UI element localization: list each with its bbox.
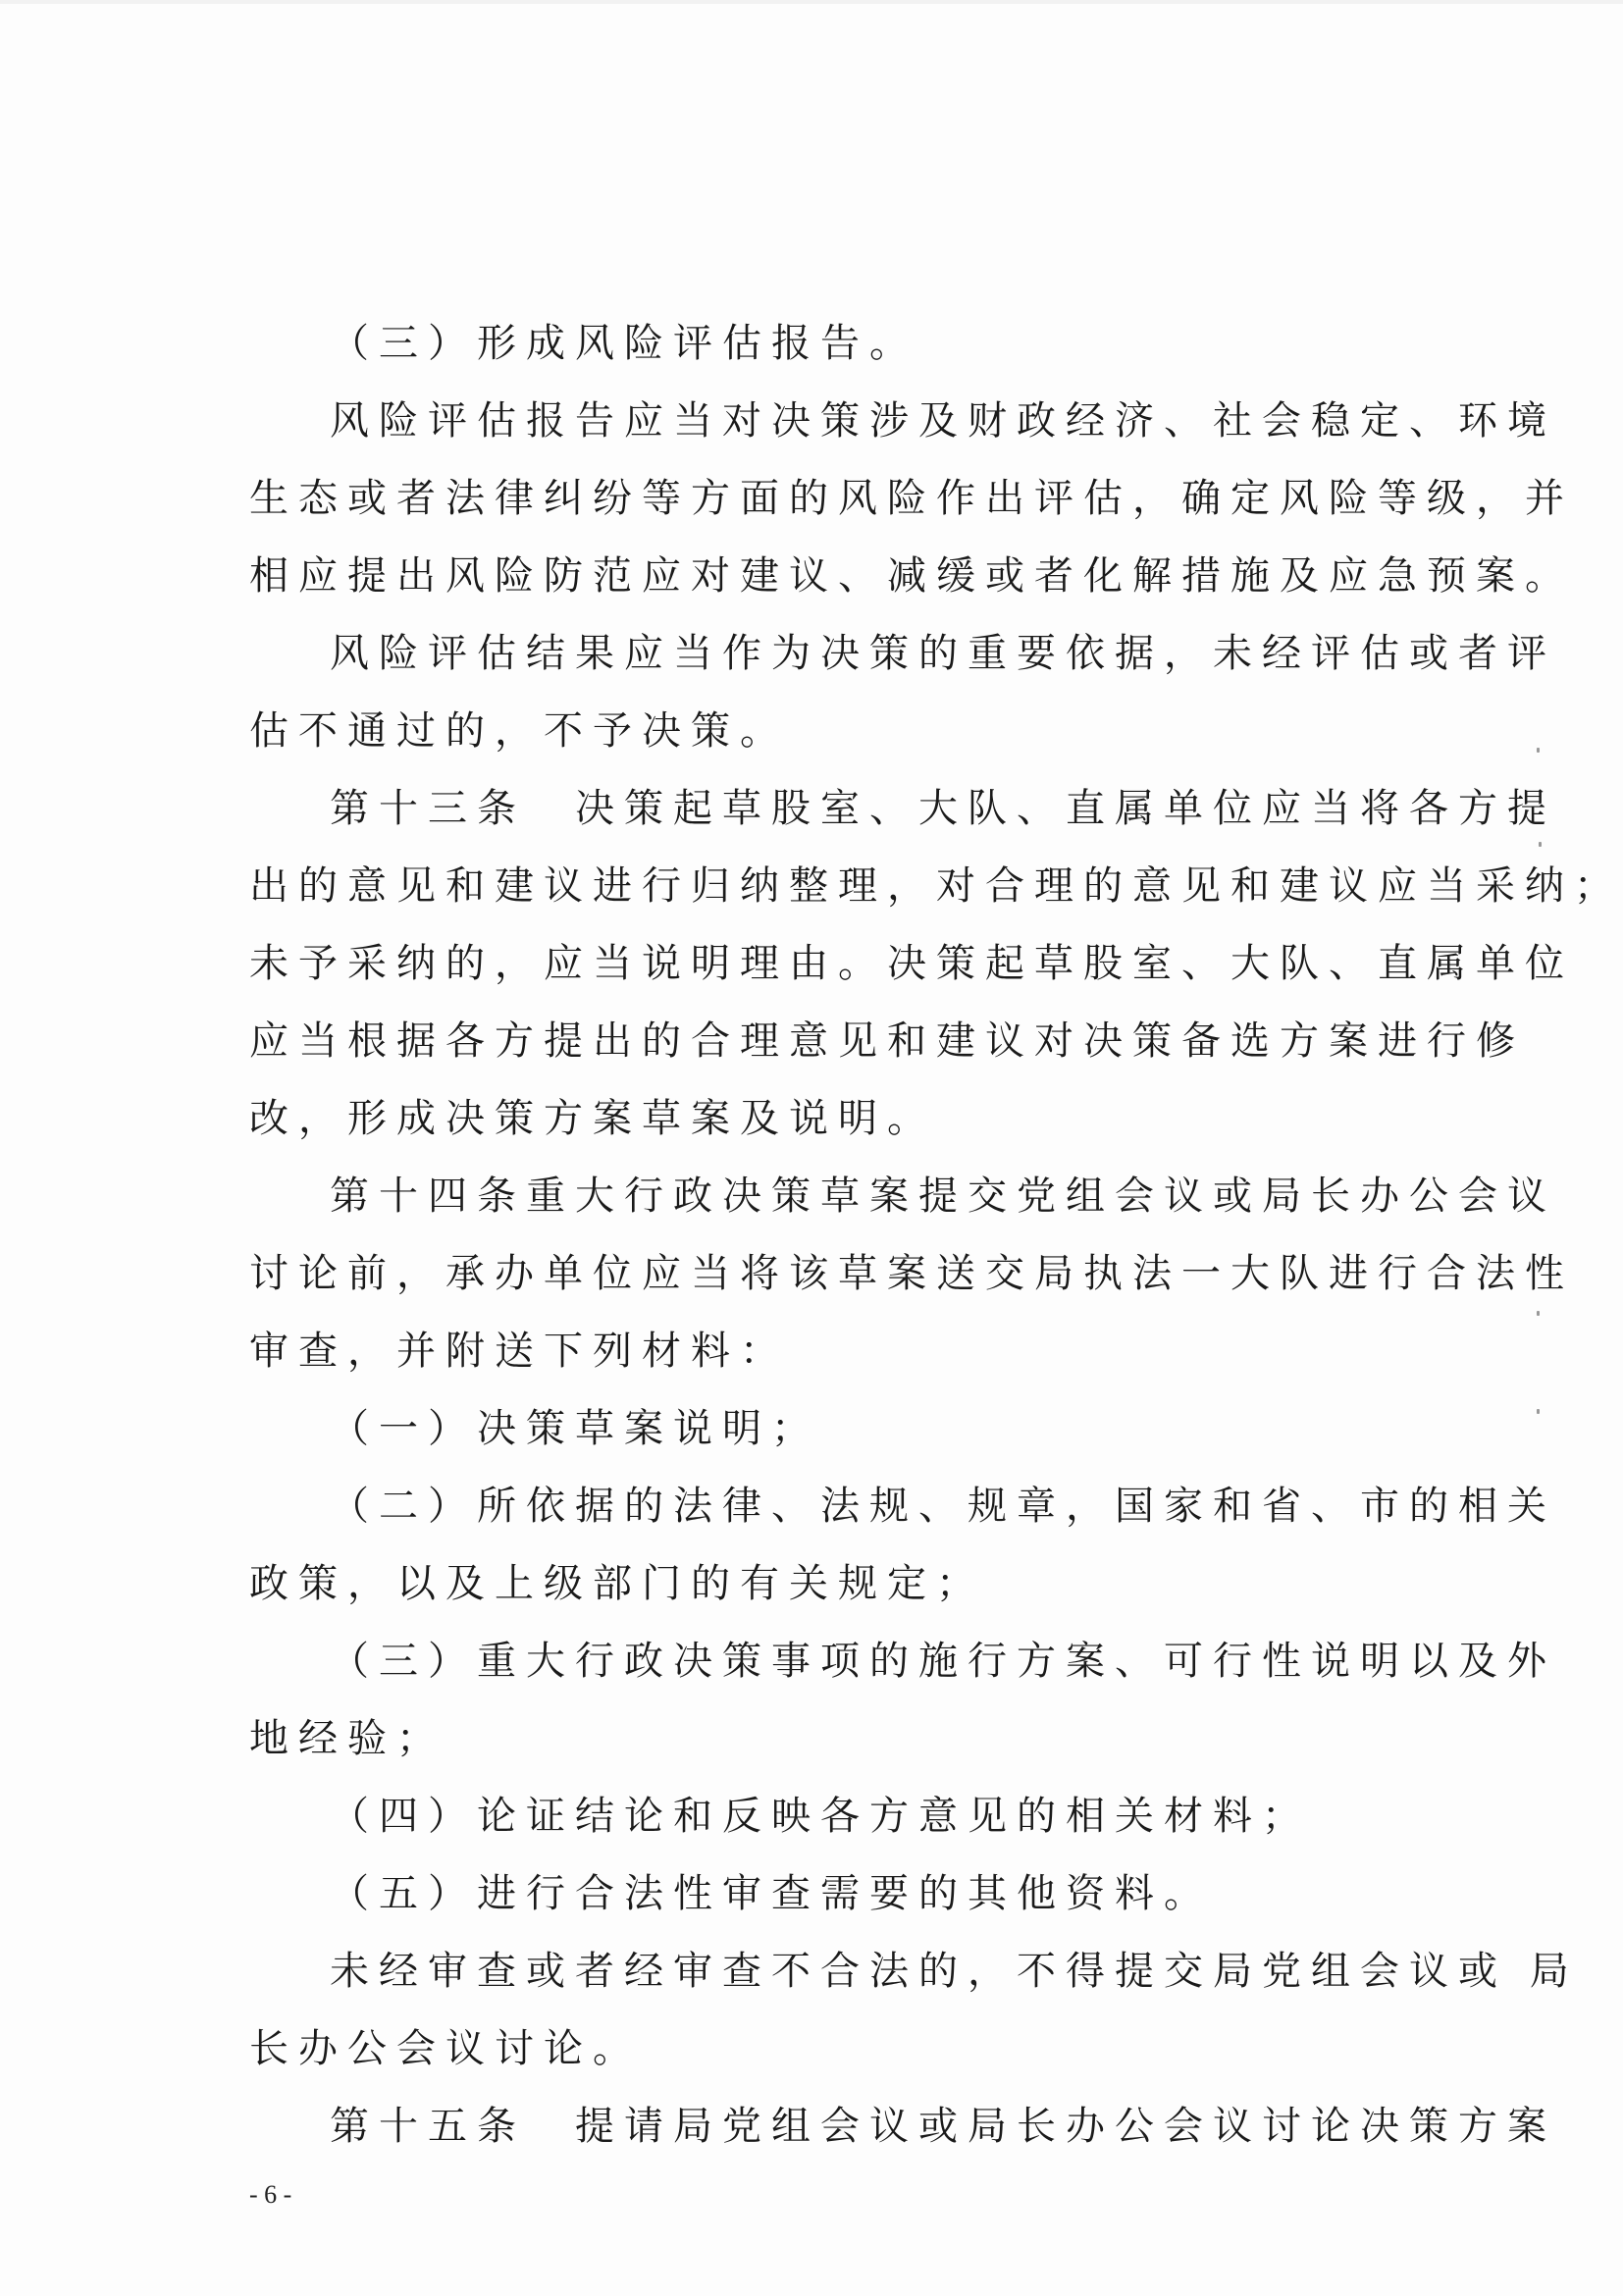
text-line: （三）形成风险评估报告。 — [330, 321, 918, 366]
text-line: 出的意见和建议进行归纳整理，对合理的意见和建议应当采纳； — [249, 863, 1623, 909]
scan-speck — [1539, 842, 1542, 847]
text-line: 地经验； — [249, 1716, 445, 1761]
text-line: 讨论前，承办单位应当将该草案送交局执法一大队进行合法性 — [249, 1251, 1574, 1296]
text-line: 相应提出风险防范应对建议、减缓或者化解措施及应急预案。 — [249, 553, 1574, 599]
scan-speck — [1537, 1311, 1540, 1316]
text-line: 第十五条 提请局党组会议或局长办公会议讨论决策方案 — [330, 2104, 1556, 2149]
text-line: （四）论证结论和反映各方意见的相关材料； — [330, 1794, 1311, 1839]
scan-speck — [1537, 748, 1540, 753]
text-line: 第十四条重大行政决策草案提交党组会议或局长办公会议 — [330, 1174, 1556, 1219]
text-line: 政策，以及上级部门的有关规定； — [249, 1561, 985, 1606]
text-line: 风险评估报告应当对决策涉及财政经济、社会稳定、环境 — [330, 398, 1556, 444]
text-line: 未予采纳的，应当说明理由。决策起草股室、大队、直属单位 — [249, 941, 1574, 986]
page-number: - 6 - — [249, 2180, 292, 2209]
text-line: 审查，并附送下列材料： — [249, 1329, 789, 1374]
text-line: 生态或者法律纠纷等方面的风险作出评估，确定风险等级，并 — [249, 476, 1574, 521]
text-line: 未经审查或者经审查不合法的，不得提交局党组会议或 局 — [330, 1949, 1579, 1994]
text-line: 第十三条 决策起草股室、大队、直属单位应当将各方提 — [330, 786, 1556, 831]
text-line: （一）决策草案说明； — [330, 1406, 820, 1451]
text-line: 估不通过的，不予决策。 — [249, 708, 789, 754]
text-line: 应当根据各方提出的合理意见和建议对决策备选方案进行修 — [249, 1018, 1525, 1064]
text-line: （五）进行合法性审查需要的其他资料。 — [330, 1871, 1213, 1916]
text-line: 长办公会议讨论。 — [249, 2026, 642, 2071]
scan-top-edge — [0, 0, 1623, 4]
text-line: 风险评估结果应当作为决策的重要依据，未经评估或者评 — [330, 631, 1556, 676]
text-line: （三）重大行政决策事项的施行方案、可行性说明以及外 — [330, 1639, 1556, 1684]
text-line: 改，形成决策方案草案及说明。 — [249, 1096, 936, 1141]
scan-speck — [1537, 1409, 1540, 1414]
text-line: （二）所依据的法律、法规、规章，国家和省、市的相关 — [330, 1484, 1556, 1529]
